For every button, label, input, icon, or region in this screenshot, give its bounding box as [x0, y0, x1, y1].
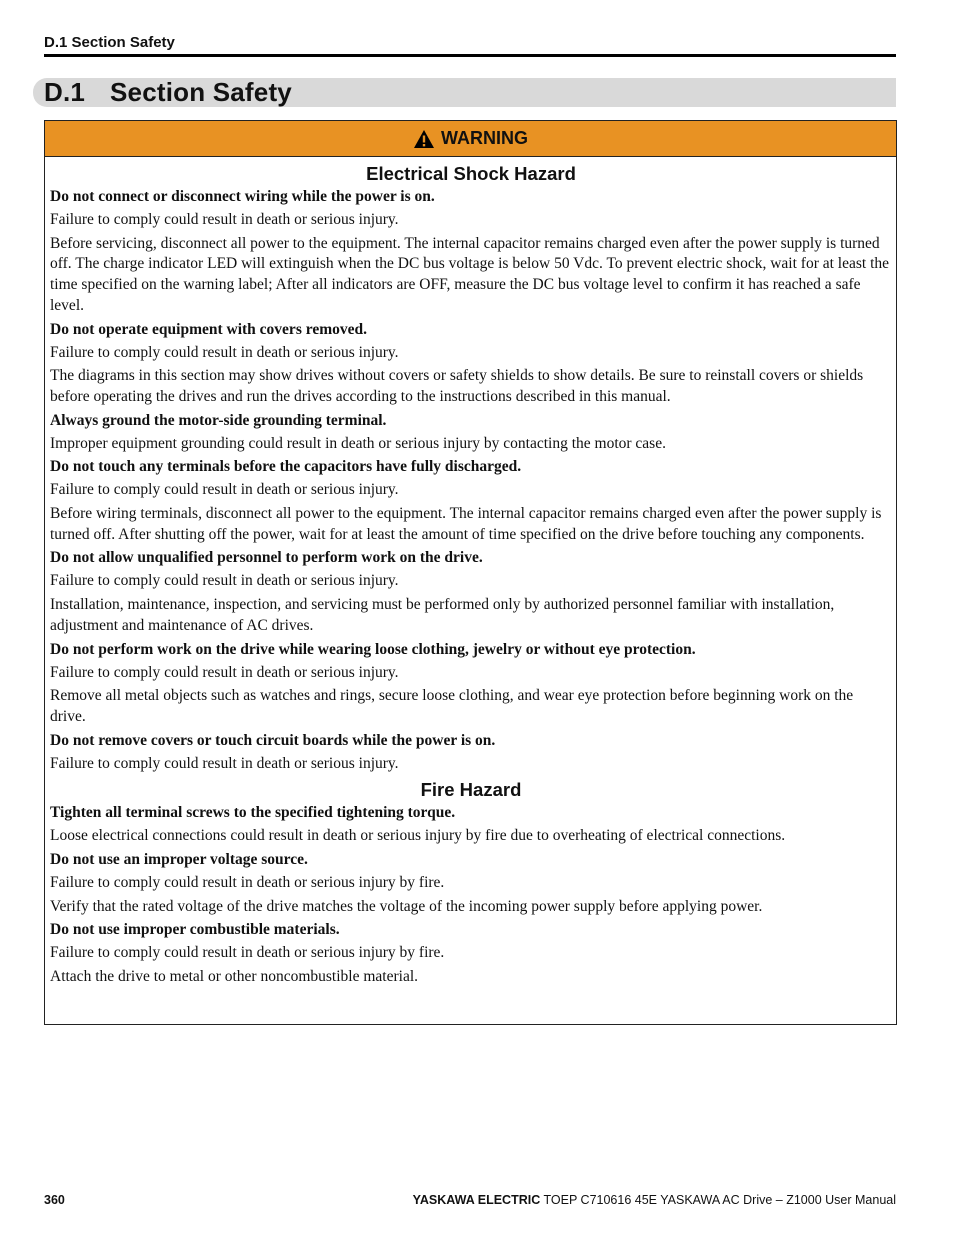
hazard-instruction: Do not use an improper voltage source. [50, 851, 308, 869]
hazard-description: Failure to comply could result in death or serious injury. [50, 754, 399, 772]
page-number: 360 [44, 1193, 65, 1207]
hazard-description: Failure to comply could result in death or serious injury. [50, 663, 399, 681]
hazard-description: Attach the drive to metal or other noncombustible material. [50, 968, 419, 986]
hazard-description: Loose electrical connections could result in death or serious injury by fire due to overheating of electrical connections. [50, 827, 786, 845]
hazard-instruction: Do not use improper combustible materials. [50, 921, 340, 939]
warning-triangle-icon [413, 129, 435, 149]
hazard-instruction: Do not connect or disconnect wiring while the power is on. [50, 188, 435, 205]
running-header-title: D.1 Section Safety [44, 34, 175, 51]
hazard-description: Before servicing, disconnect all power to the equipment. The internal capacitor remains charged even after the power supply is turned off. The charge indicator LED will extinguish when the DC bus voltage is below 50 Vdc. To prevent electric shock, wait for at least the time specified on the warning label; After all indicators are OFF, measure the DC bus voltage level to confirm it has reached a safe level. [50, 234, 890, 314]
hazard-instruction: Do not remove covers or touch circuit boards while the power is on. [50, 731, 496, 749]
footer-doc-info [413, 1193, 896, 1207]
warning-box [44, 120, 897, 1025]
hazard-description: Failure to comply could result in death or serious injury. [50, 211, 399, 228]
hazard-description: Failure to comply could result in death or serious injury. [50, 343, 399, 361]
hazard-description: Failure to comply could result in death or serious injury by fire. [50, 874, 445, 892]
hazard-description: Failure to comply could result in death or serious injury. [50, 481, 399, 499]
hazard-description: Before wiring terminals, disconnect all power to the equipment. The internal capacitor remains charged even after the power supply is turned off. After shutting off the power, wait for at least the amount of time specified on the drive before touching any components. [50, 505, 882, 543]
hazard-instruction: Do not operate equipment with covers removed. [50, 320, 367, 338]
section-number: D.1 [44, 77, 86, 107]
hazard-description: The diagrams in this section may show drives without covers or safety shields to show details. Be sure to reinstall covers or shields before operating the drives and run the drives according to the instructions described in this manual. [50, 367, 864, 405]
section-heading [44, 77, 292, 108]
hazard-description: Remove all metal objects such as watches and rings, secure loose clothing, and wear eye protection before beginning work on the drive. [50, 687, 854, 725]
page-footer [44, 1193, 896, 1207]
header-rule [44, 54, 896, 57]
hazard-description: Failure to comply could result in death or serious injury. [50, 572, 399, 590]
section-title: Section Safety [110, 77, 292, 107]
warning-header [45, 121, 896, 157]
hazard-instruction: Do not perform work on the drive while wearing loose clothing, jewelry or without eye protection. [50, 640, 696, 658]
hazard-description: Verify that the rated voltage of the drive matches the voltage of the incoming power supply before applying power. [50, 897, 763, 915]
hazard-title: Fire Hazard [420, 779, 522, 801]
hazard-description: Failure to comply could result in death or serious injury by fire. [50, 944, 445, 962]
hazard-instruction: Always ground the motor-side grounding terminal. [50, 411, 387, 429]
footer-doc-title: TOEP C710616 45E YASKAWA AC Drive – Z1000 User Manual [540, 1193, 896, 1207]
hazard-title: Electrical Shock Hazard [366, 163, 576, 184]
footer-brand: YASKAWA ELECTRIC [412, 1193, 541, 1207]
hazard-instruction: Do not touch any terminals before the capacitors have fully discharged. [50, 458, 522, 476]
hazard-description: Improper equipment grounding could result in death or serious injury by contacting the motor case. [50, 434, 666, 452]
warning-label: WARNING [441, 128, 528, 148]
hazard-description: Installation, maintenance, inspection, and servicing must be performed only by authorized personnel familiar with installation, adjustment and maintenance of AC drives. [50, 596, 835, 634]
hazard-instruction: Tighten all terminal screws to the specified tightening torque. [50, 804, 456, 822]
warning-body [45, 157, 896, 988]
hazard-instruction: Do not allow unqualified personnel to perform work on the drive. [50, 549, 483, 567]
